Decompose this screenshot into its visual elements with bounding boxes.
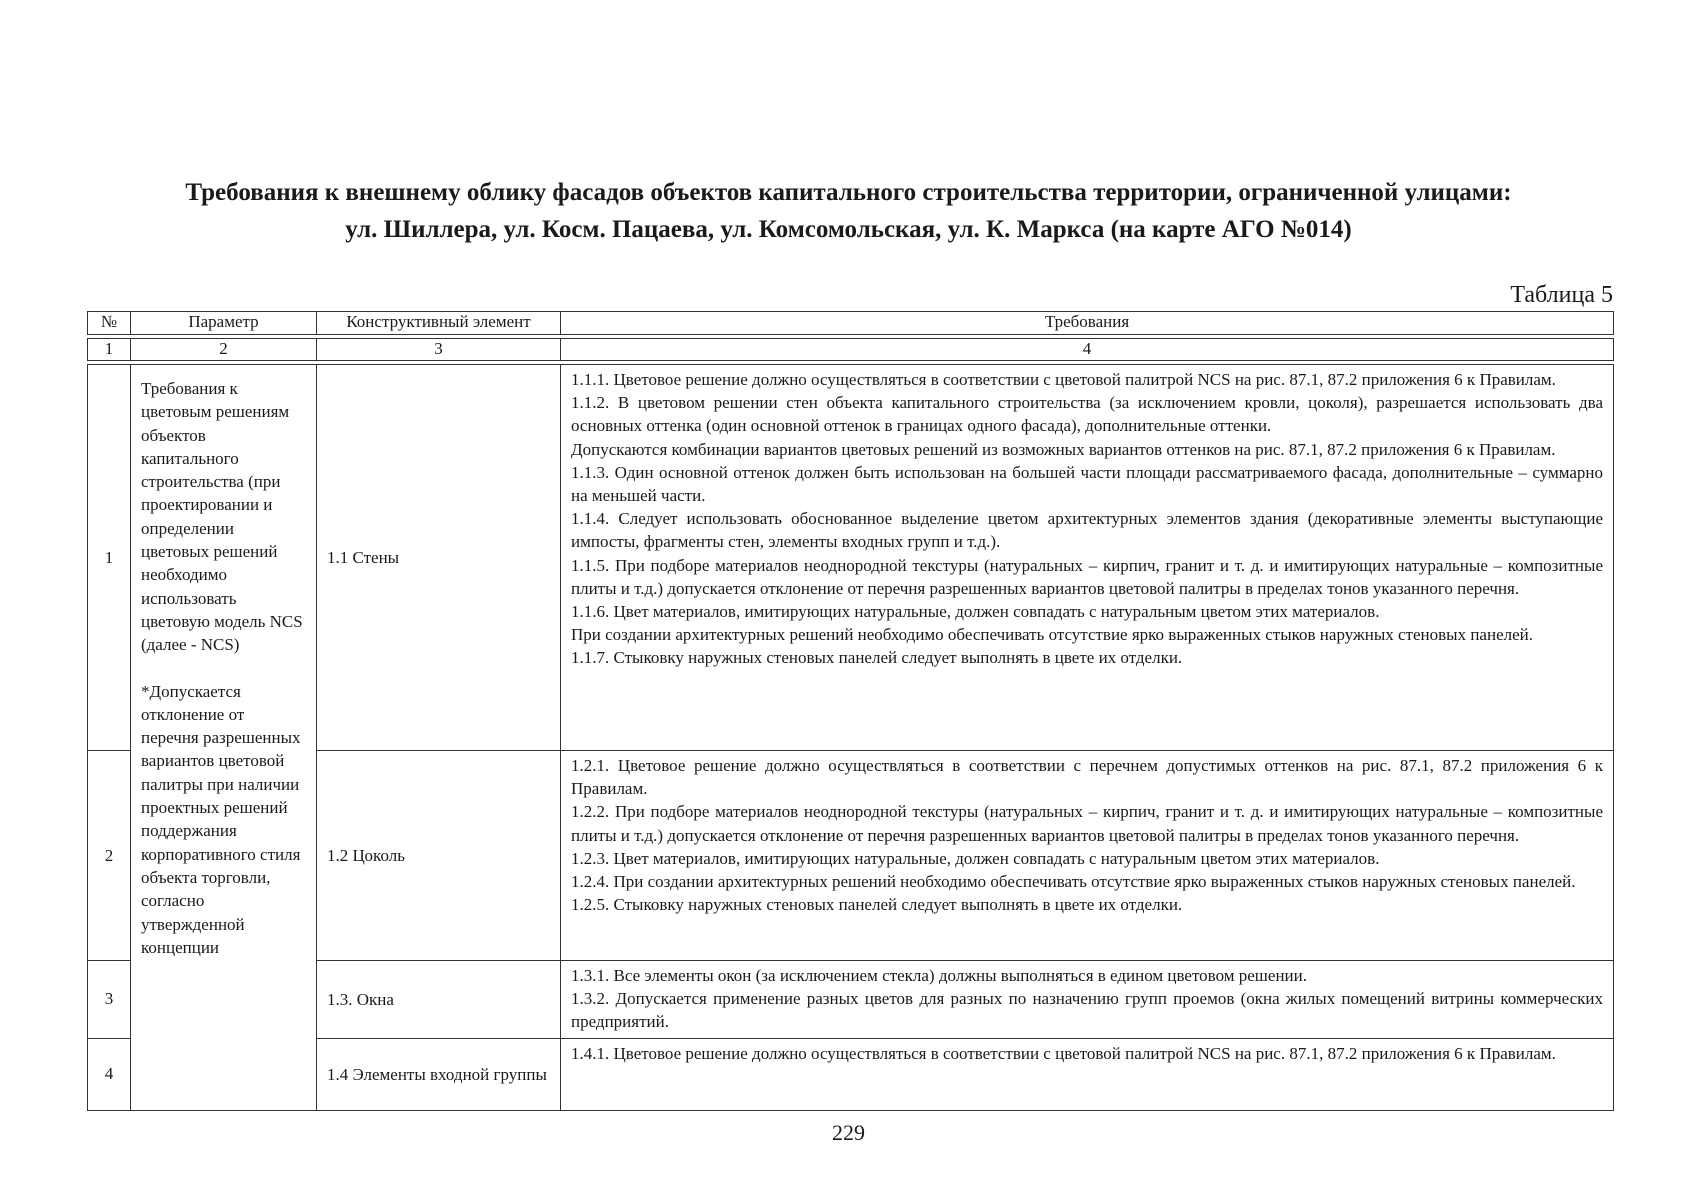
element-cell: 1.2 Цоколь <box>317 751 561 961</box>
header-element: Конструктивный элемент <box>317 312 561 335</box>
table-label: Таблица 5 <box>1510 282 1613 308</box>
column-number: 2 <box>131 339 317 361</box>
table-row <box>88 961 1614 1039</box>
requirement-item: 1.1.5. При подборе материалов неоднородной текстуры (натуральных – кирпич, гранит и т. д. и имитирующих натуральные – композитные плиты и т.д.) допускается отклонение от перечня разрешенных вариантов цветовой палитры в пределах тонов указанного перечня. <box>571 555 1603 598</box>
requirement-item: 1.3.2. Допускается применение разных цветов для разных по назначению групп проемов (окна жилых помещений витрины коммерческих предприятий. <box>571 989 1603 1032</box>
requirement-item: При создании архитектурных решений необходимо обеспечивать отсутствие ярко выраженных стыков наружных стеновых панелей. <box>571 625 1533 645</box>
requirements-cell <box>561 961 1614 1039</box>
row-number: 1 <box>88 365 131 751</box>
requirement-item: 1.1.7. Стыковку наружных стеновых панелей следует выполнять в цвете их отделки. <box>571 648 1183 668</box>
row-number: 2 <box>88 751 131 961</box>
element-cell: 1.4 Элементы входной группы <box>317 1038 561 1110</box>
requirement-item: 1.2.5. Стыковку наружных стеновых панелей следует выполнять в цвете их отделки. <box>571 895 1183 915</box>
requirement-item: 1.3.1. Все элементы окон (за исключением стекла) должны выполняться в едином цветовом решении. <box>571 966 1307 985</box>
header-number: № <box>88 312 131 335</box>
requirement-item: 1.2.2. При подборе материалов неоднородной текстуры (натуральных – кирпич, гранит и т. д. и имитирующих натуральные – композитные плиты и т.д.) допускается отклонение от перечня разрешенных вариантов цветовой палитры в пределах тонов указанного перечня. <box>571 802 1603 845</box>
header-requirements: Требования <box>561 312 1614 335</box>
parameter-note: *Допускается отклонение от перечня разрешенных вариантов цветовой палитры при наличии проектных решений поддержания корпоративного стиля объекта торговли, согласно утвержденной концепции <box>141 681 301 957</box>
requirements-table <box>87 311 1614 1111</box>
document-title <box>60 174 1637 248</box>
column-number: 3 <box>317 339 561 361</box>
column-number-row <box>88 339 1614 361</box>
title-line-2: ул. Шиллера, ул. Косм. Пацаева, ул. Комсомольская, ул. К. Маркса (на карте АГО №014) <box>345 216 1352 243</box>
title-line-1: Требования к внешнему облику фасадов объектов капитального строительства территории, ограниченной улицами: <box>185 179 1512 206</box>
requirements-cell <box>561 751 1614 961</box>
header-row <box>88 312 1614 335</box>
parameter-text: Требования к цветовым решениям объектов капитального строительства (при проектировании и определении цветовых решений необходимо использовать цветовую модель NCS (далее - NCS) <box>141 379 303 655</box>
row-number: 3 <box>88 961 131 1039</box>
requirements-cell <box>561 365 1614 751</box>
table-row <box>88 1038 1614 1110</box>
requirements-cell <box>561 1038 1614 1110</box>
requirement-item: 1.1.1. Цветовое решение должно осуществляться в соответствии с цветовой палитрой NCS на рис. 87.1, 87.2 приложения 6 к Правилам. <box>571 370 1556 389</box>
requirement-item: 1.2.1. Цветовое решение должно осуществляться в соответствии с перечнем допустимых оттенков на рис. 87.1, 87.2 приложения 6 к Правилам. <box>571 756 1603 799</box>
column-number: 1 <box>88 339 131 361</box>
requirement-item: 1.2.3. Цвет материалов, имитирующих натуральные, должен совпадать с натуральным цветом этих материалов. <box>571 848 1380 868</box>
requirement-item: 1.1.6. Цвет материалов, имитирующих натуральные, должен совпадать с натуральным цветом этих материалов. <box>571 602 1380 622</box>
requirement-item: Допускаются комбинации вариантов цветовых решений из возможных вариантов оттенков на рис. 87.1, 87.2 приложения 6 к Правилам. <box>571 439 1556 459</box>
element-cell: 1.3. Окна <box>317 961 561 1039</box>
requirement-item: 1.1.4. Следует использовать обоснованное выделение цветом архитектурных элементов здания (декоративные элементы выступающие импосты, фрагменты стен, элементы входных групп и т.д.). <box>571 509 1603 552</box>
requirement-item: 1.4.1. Цветовое решение должно осуществляться в соответствии с цветовой палитрой NCS на рис. 87.1, 87.2 приложения 6 к Правилам. <box>571 1043 1556 1063</box>
requirement-item: 1.1.3. Один основной оттенок должен быть использован на большей части площади рассматриваемого фасада, дополнительные – суммарно на меньшей части. <box>571 462 1603 506</box>
parameter-cell <box>131 365 317 1111</box>
row-number: 4 <box>88 1038 131 1110</box>
requirement-item: 1.2.4. При создании архитектурных решений необходимо обеспечивать отсутствие ярко выраженных стыков наружных стеновых панелей. <box>571 872 1576 892</box>
column-number: 4 <box>561 339 1614 361</box>
header-parameter: Параметр <box>131 312 317 335</box>
requirement-item: 1.1.2. В цветовом решении стен объекта капитального строительства (за исключением кровли, цоколя), разрешается использовать два основных оттенка (один основной оттенок в границах одного фасада), дополнительные оттенки. <box>571 393 1603 436</box>
page-number: 229 <box>832 1120 865 1145</box>
element-cell: 1.1 Стены <box>317 365 561 751</box>
table-row <box>88 365 1614 751</box>
table-row <box>88 751 1614 961</box>
